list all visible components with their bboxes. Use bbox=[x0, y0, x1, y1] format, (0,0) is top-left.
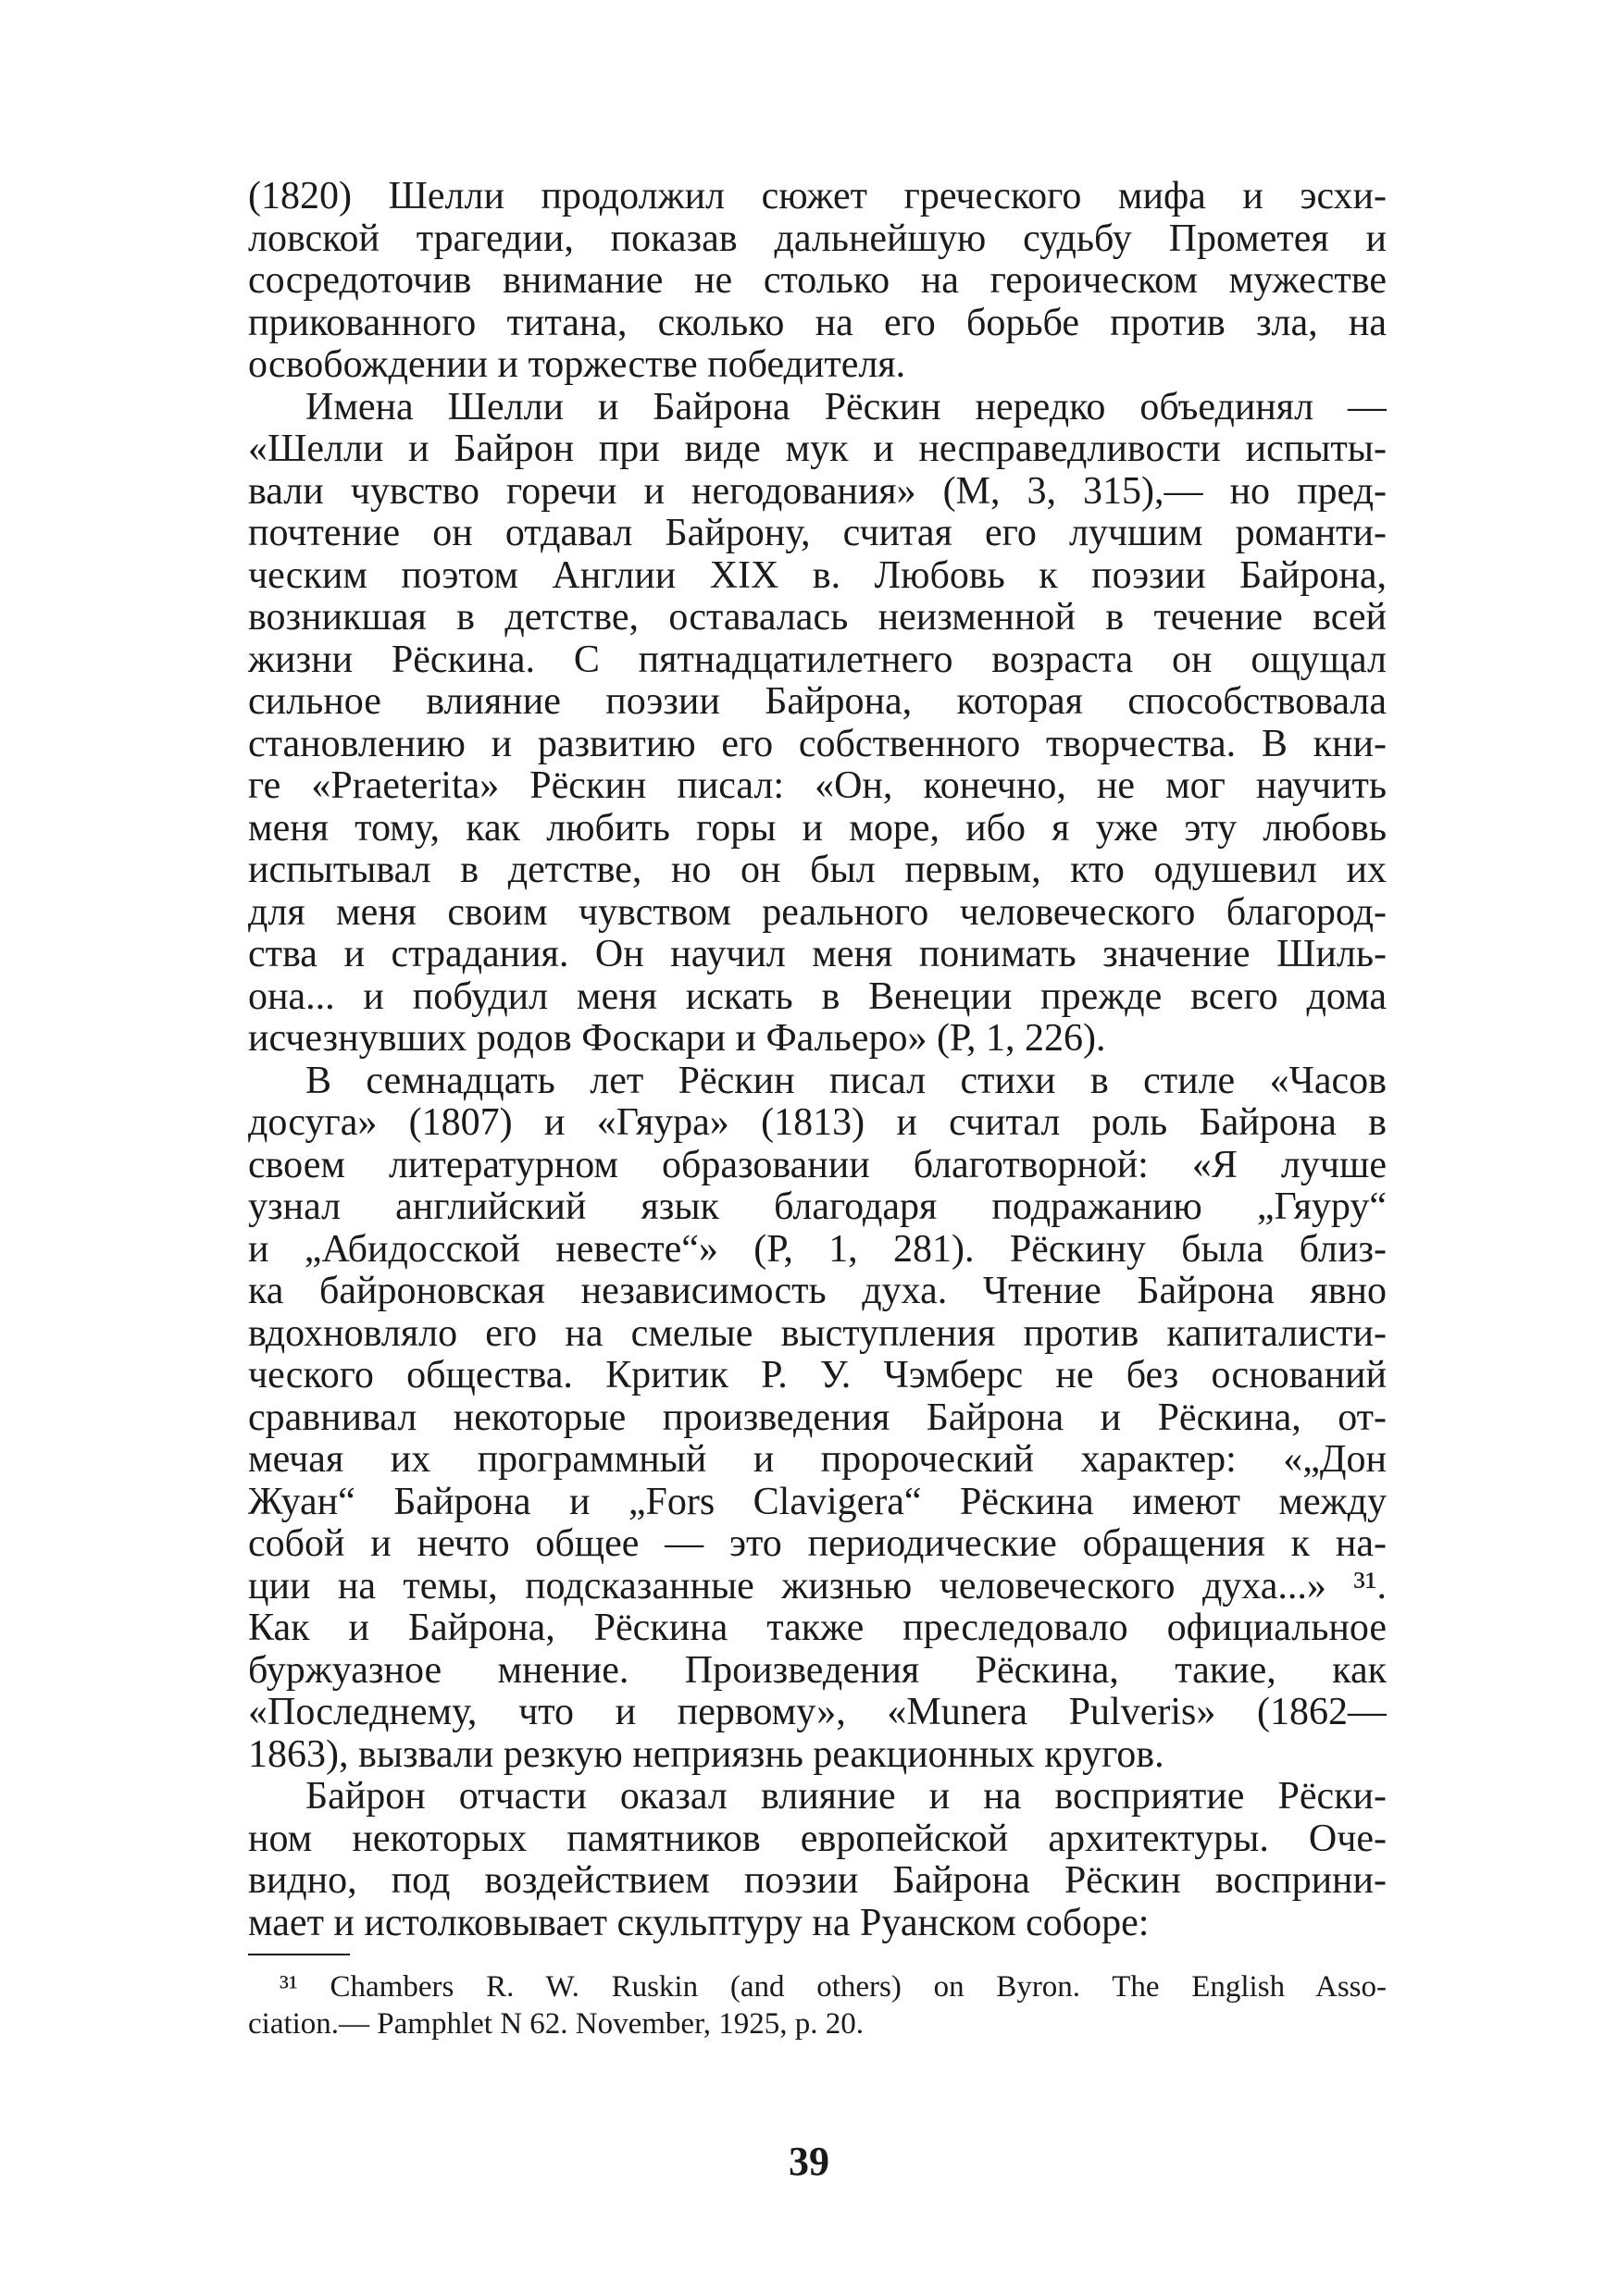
text-line: ном некоторых памятников европейской архитектуры. Оче- bbox=[248, 1818, 1387, 1860]
text-line: Как и Байрона, Рёскина также преследовало официальное bbox=[248, 1607, 1387, 1649]
text-line: буржуазное мнение. Произведения Рёскина, такие, как bbox=[248, 1649, 1387, 1692]
paragraph bbox=[248, 387, 1387, 1061]
text-line: почтение он отдавал Байрону, считая его лучшим романти- bbox=[248, 513, 1387, 554]
text-line: ческого общества. Критик Р. У. Чэмберс не без оснований bbox=[248, 1355, 1387, 1396]
page-body bbox=[248, 176, 1387, 2042]
text-line: меня тому, как любить горы и море, ибо я уже эту любовь bbox=[248, 807, 1387, 850]
text-line: собой и нечто общее — это периодические обращения к на- bbox=[248, 1523, 1387, 1565]
text-line: узнал английский язык благодаря подражанию „Гяуру“ bbox=[248, 1186, 1387, 1228]
text-line: «Последнему, что и первому», «Munera Pulveris» (1862— bbox=[248, 1692, 1387, 1733]
text-line: вали чувство горечи и негодования» (М, 3, 315),— но пред- bbox=[248, 470, 1387, 513]
text-line: мает и истолковывает скульптуру на Руанском соборе: bbox=[248, 1902, 1150, 1944]
footnote-line: ³¹ Chambers R. W. Ruskin (and others) on Byron. The English Asso- bbox=[280, 1970, 1387, 2004]
text-line: (1820) Шелли продолжил сюжет греческого мифа и эсхи- bbox=[248, 176, 1387, 217]
text-line: ческим поэтом Англии XIX в. Любовь к поэзии Байрона, bbox=[248, 554, 1387, 597]
text-line: и „Абидосской невесте“» (Р, 1, 281). Рёскину была близ- bbox=[248, 1228, 1387, 1271]
text-line: становлению и развитию его собственного творчества. В кни- bbox=[248, 723, 1387, 765]
text-line: видно, под воздействием поэзии Байрона Рёскин восприни- bbox=[248, 1860, 1387, 1902]
text-line: ка байроновская независимость духа. Чтение Байрона явно bbox=[248, 1271, 1387, 1312]
text-line: для меня своим чувством реального человеческого благород- bbox=[248, 891, 1387, 934]
text-line: прикованного титана, сколько на его борьбе против зла, на bbox=[248, 302, 1387, 344]
text-line: Байрон отчасти оказал влияние и на восприятие Рёски- bbox=[305, 1776, 1387, 1818]
text-line: Имена Шелли и Байрона Рёскин нередко объединял — bbox=[305, 386, 1387, 428]
text-line: ловской трагедии, показав дальнейшую судьбу Прометея и bbox=[248, 217, 1387, 260]
text-line: ге «Praeterita» Рёскин писал: «Он, конечно, не мог научить bbox=[248, 765, 1387, 807]
text-line: сравнивал некоторые произведения Байрона и Рёскина, от- bbox=[248, 1396, 1387, 1439]
paragraph bbox=[248, 1061, 1387, 1777]
text-line: сильное влияние поэзии Байрона, которая способствовала bbox=[248, 681, 1387, 723]
text-line: «Шелли и Байрон при виде мук и несправедливости испыты- bbox=[248, 428, 1387, 470]
text-line: вдохновляло его на смелые выступления против капиталисти- bbox=[248, 1312, 1387, 1355]
text-line: 1863), вызвали резкую неприязнь реакционных кругов. bbox=[248, 1733, 1164, 1776]
text-line: исчезнувших родов Фоскари и Фальеро» (Р, 1, 226). bbox=[248, 1018, 1106, 1060]
text-line: мечая их программный и пророческий характер: «„Дон bbox=[248, 1439, 1387, 1481]
text-line: жизни Рёскина. С пятнадцатилетнего возраста он ощущал bbox=[248, 639, 1387, 681]
text-line: ции на темы, подсказанные жизнью человеческого духа...» ³¹. bbox=[248, 1565, 1387, 1607]
text-line: она... и побудил меня искать в Венеции прежде всего дома bbox=[248, 975, 1387, 1018]
footnote bbox=[248, 1968, 1387, 2042]
text-line: освобождении и торжестве победителя. bbox=[248, 344, 906, 386]
text-line: своем литературном образовании благотворной: «Я лучше bbox=[248, 1144, 1387, 1186]
text-line: Жуан“ Байрона и „Fors Clavigera“ Рёскина имеют между bbox=[248, 1481, 1387, 1523]
footnote-line: ciation.— Pamphlet N 62. November, 1925, p. 20. bbox=[248, 2007, 864, 2041]
main-text bbox=[248, 176, 1387, 1944]
text-line: ства и страдания. Он научил меня понимать значение Шиль- bbox=[248, 934, 1387, 975]
text-line: сосредоточив внимание не столько на героическом мужестве bbox=[248, 260, 1387, 302]
text-line: испытывал в детстве, но он был первым, кто одушевил их bbox=[248, 850, 1387, 891]
paragraph bbox=[248, 1776, 1387, 1944]
paragraph bbox=[248, 176, 1387, 387]
footnote-separator bbox=[248, 1954, 350, 1955]
page-number: 39 bbox=[789, 2139, 829, 2184]
text-line: досуга» (1807) и «Гяура» (1813) и считал роль Байрона в bbox=[248, 1102, 1387, 1144]
text-line: В семнадцать лет Рёскин писал стихи в стиле «Часов bbox=[305, 1060, 1387, 1102]
text-line: возникшая в детстве, оставалась неизменной в течение всей bbox=[248, 597, 1387, 639]
